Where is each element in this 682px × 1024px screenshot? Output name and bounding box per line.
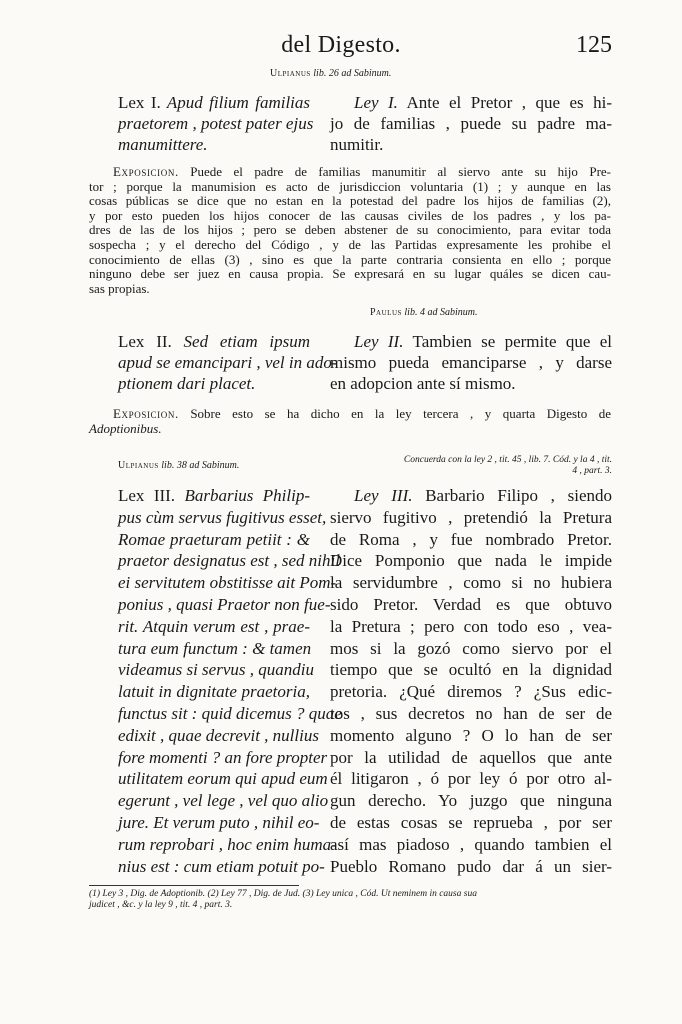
footnote-rule: [89, 885, 299, 886]
spanish-line: así mas piadoso , quando tambien el: [330, 834, 612, 854]
latin-line: Sed etiam ipsum: [183, 332, 310, 351]
spanish-line: en adopcion ante sí mismo.: [330, 373, 516, 393]
spanish-line: él litigaron , ó por ley ó por otro al-: [330, 769, 612, 789]
latin-line: functus sit : quid dicemus ? quae: [118, 703, 342, 723]
latin-heading: Lex II.: [118, 332, 172, 351]
latin-line: rum reprobari , hoc enim huma-: [118, 834, 337, 854]
spanish-line: de estas cosas se reprueba , por ser: [330, 812, 612, 832]
latin-line: Barbarius Philip-: [184, 486, 311, 505]
spanish-heading: Ley I.: [354, 93, 398, 112]
exposicion-label: Exposicion.: [113, 406, 179, 421]
footnotes: [89, 889, 611, 911]
spanish-text-law-1: [330, 93, 612, 155]
latin-line: fore momenti ? an fore propter: [118, 747, 328, 767]
latin-line: Romae praeturam petiit : &: [118, 529, 310, 549]
spanish-line: Barbario Filipo , siendo: [425, 486, 613, 505]
spanish-line: de Roma , y fue nombrado Pretor.: [330, 529, 612, 549]
exposicion-line: Adoptionibus.: [89, 420, 162, 436]
exposicion-label: Exposicion.: [113, 164, 179, 179]
exposicion-line: conocimiento de ellas (3) , sino es que la parte contraria consienta en ello ; porque: [89, 251, 611, 267]
source-author: Ulpianus: [118, 460, 159, 471]
exposicion-line: sas propias.: [89, 280, 150, 296]
spanish-line: sido Pretor. Verdad es que obtuvo: [330, 594, 612, 614]
page-number: 125: [576, 32, 612, 58]
exposicion-line: cosas públicas se dice que no estan en la potestad del padre los hijos de familias (2),: [89, 193, 611, 209]
exposicion-paragraph-1: [89, 165, 611, 296]
latin-line: ptionem dari placet.: [118, 373, 256, 393]
source-work: lib. 26 ad Sabinum.: [310, 68, 392, 79]
spanish-line: Pueblo Romano pudo dar á un sier-: [330, 856, 612, 876]
latin-line: praetor designatus est , sed nihil: [118, 551, 340, 571]
latin-line: pus cùm servus fugitivus esset,: [118, 507, 327, 527]
spanish-line: siervo fugitivo , pretendió la Pretura: [330, 507, 612, 527]
spanish-text-law-2: [330, 332, 612, 394]
latin-line: ponius , quasi Praetor non fue-: [118, 594, 331, 614]
latin-text-law-2: [118, 332, 338, 394]
exposicion-line: Sobre esto se ha dicho en la ley tercera , y quarta Digesto de: [190, 406, 612, 421]
latin-line: praetorem , potest pater ejus: [118, 113, 314, 133]
exposicion-line: y por esto pueden los hijos conocer de las causas civiles de los padres , y los pa-: [89, 207, 611, 223]
spanish-line: numitir.: [330, 134, 384, 154]
latin-heading: Lex I.: [118, 93, 161, 112]
spanish-line: jo de familias , puede su padre ma-: [330, 113, 612, 133]
exposicion-paragraph-2: [89, 407, 611, 436]
exposicion-line: sospecha ; y el derecho del Código , y de las Partidas expresamente les prohibe el: [89, 236, 611, 252]
spanish-line: la servidumbre , como si no hubiera: [330, 573, 612, 593]
spanish-line: momento alguno ? O lo han de ser: [330, 725, 612, 745]
spanish-heading: Ley II.: [354, 332, 404, 351]
source-citation: [270, 68, 391, 79]
concordance-line: Concuerda con la ley 2 , tit. 45 , lib. 7. Cód. y la 4 , tit.: [403, 455, 612, 465]
exposicion-line: dres de las de los hijos ; pero se deben abstener de su conocimiento, para evitar toda: [89, 222, 611, 238]
spanish-line: mismo pueda emanciparse , y darse: [330, 352, 612, 372]
exposicion-line: ninguno debe ser juez en causa propia. Se expresará en su lugar quáles se dicen cau-: [89, 266, 611, 282]
latin-line: manumittere.: [118, 134, 208, 154]
latin-line: rit. Atquin verum est , prae-: [118, 616, 310, 636]
latin-text-law-1: [118, 93, 314, 155]
exposicion-line: tor ; porque la manumision es acto de jurisdiccion voluntaria (1) ; y aunque en las: [89, 178, 611, 194]
latin-line: latuit in dignitate praetoria,: [118, 682, 310, 702]
latin-line: ei servitutem obstitisse ait Pom-: [118, 573, 337, 593]
exposicion-line: Puede el padre de familias manumitir al siervo ante su hijo Pre-: [190, 164, 611, 179]
latin-line: Apud filium familias: [166, 93, 311, 112]
spanish-line: Ante el Pretor , que es hi-: [406, 93, 613, 112]
spanish-line: gun derecho. Yo juzgo que ninguna: [330, 791, 612, 811]
footnote-line: (1) Ley 3 , Dig. de Adoptionib. (2) Ley 77 , Dig. de Jud. (3) Ley unica , Cód. Ut neminem in causa sua: [89, 889, 477, 899]
latin-line: tura eum functum : & tamen: [118, 638, 312, 658]
source-citation: [118, 460, 239, 471]
source-work: lib. 4 ad Sabinum.: [401, 307, 478, 318]
concordance-line: 4 , part. 3.: [572, 466, 612, 476]
concordance-note: [330, 455, 612, 477]
latin-line: utilitatem eorum qui apud eum: [118, 769, 328, 789]
footnote-line: judicet , &c. y la ley 9 , tit. 4 , part. 3.: [89, 900, 233, 910]
source-citation: [370, 307, 477, 318]
spanish-line: pretoria. ¿Qué diremos ? ¿Sus edic-: [330, 682, 612, 702]
spanish-line: la Pretura ; pero con todo eso , vea-: [330, 616, 612, 636]
latin-line: videamus si servus , quandiu: [118, 660, 314, 680]
latin-heading: Lex III.: [118, 486, 176, 505]
spanish-line: Tambien se permite que el: [412, 332, 613, 351]
latin-line: edixit , quae decrevit , nullius: [118, 725, 319, 745]
spanish-line: Dice Pomponio que nada le impide: [330, 551, 612, 571]
latin-text-law-3: [118, 485, 342, 877]
latin-line: egerunt , vel lege , vel quo alio: [118, 791, 329, 811]
spanish-line: por la utilidad de aquellos que ante: [330, 747, 612, 767]
latin-line: nius est : cum etiam potuit po-: [118, 856, 325, 876]
running-title: del Digesto.: [281, 32, 401, 58]
latin-line: apud se emancipari , vel in ado-: [118, 352, 338, 372]
spanish-heading: Ley III.: [354, 486, 413, 505]
source-work: lib. 38 ad Sabinum.: [158, 460, 240, 471]
spanish-text-law-3: [330, 485, 612, 877]
latin-line: jure. Et verum puto , nihil eo-: [118, 812, 320, 832]
source-author: Ulpianus: [270, 68, 311, 79]
spanish-line: tos , sus decretos no han de ser de: [330, 703, 612, 723]
spanish-line: tiempo que se ocultó en la dignidad: [330, 660, 612, 680]
source-author: Paulus: [370, 307, 402, 318]
spanish-line: mos si la gozó como siervo por el: [330, 638, 612, 658]
